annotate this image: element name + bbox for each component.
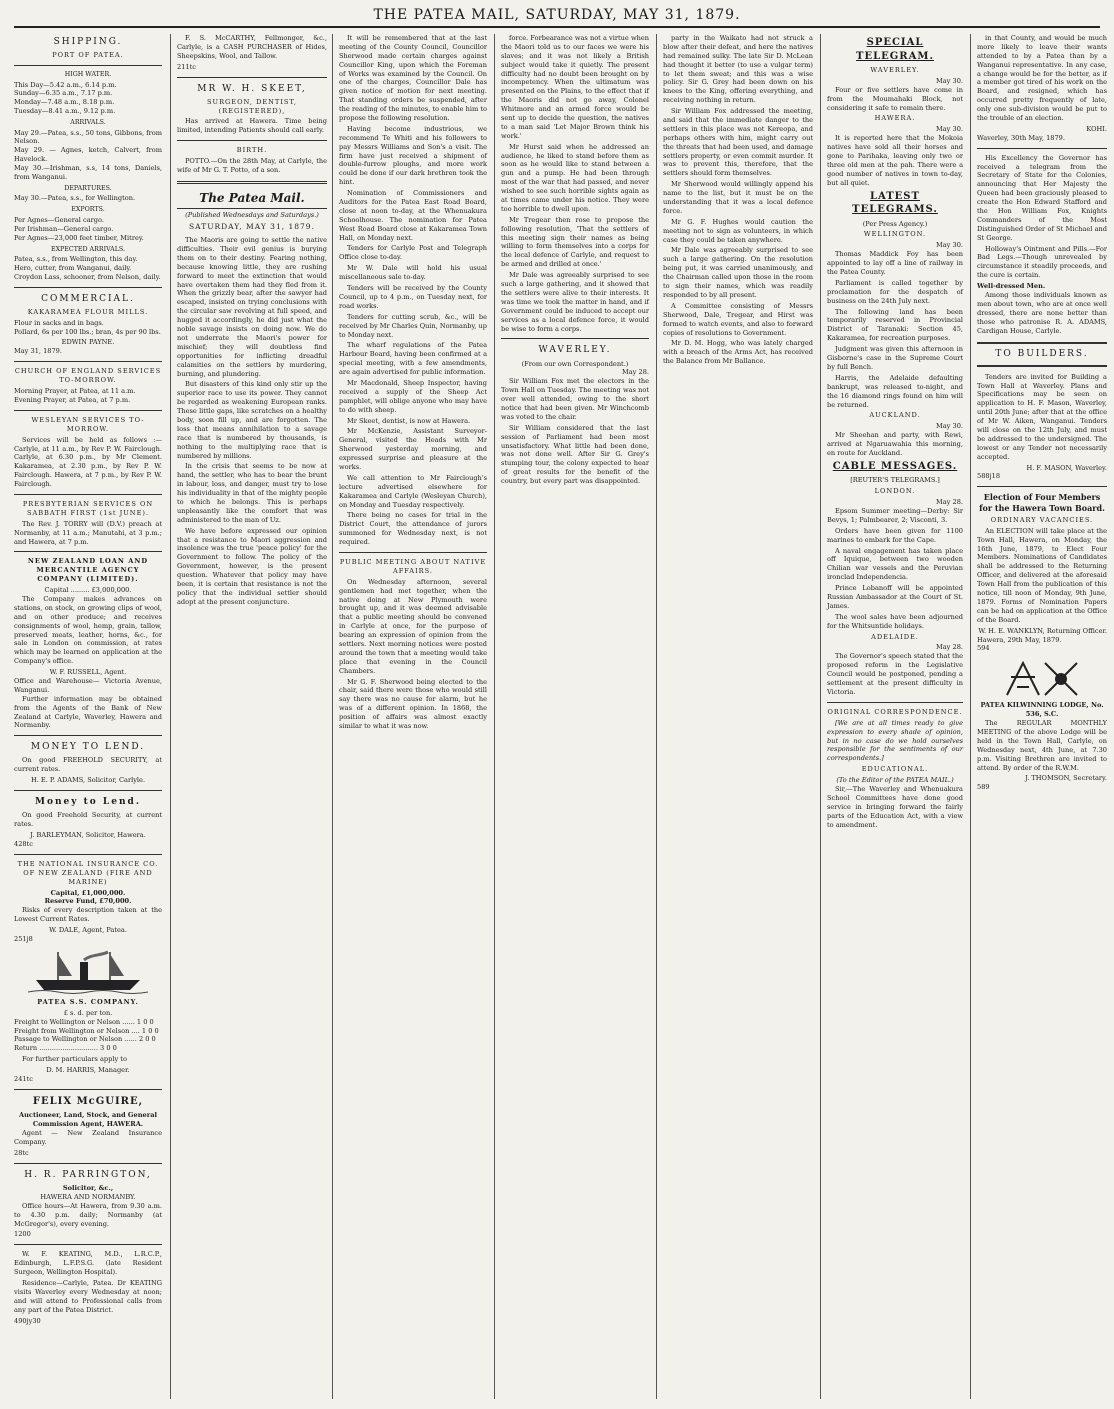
waverley-paragraph: Mr D. M. Hogg, who was lately charged with a breach of the Arms Act, has received the Balance from Mr Ballance. bbox=[663, 339, 813, 366]
parrington-place: HAWERA AND NORMANBY. bbox=[40, 1192, 136, 1201]
hawera-text: It is reported here that the Mokoia natives have sold all their horses and gone to Parihaka, leaving only two or three old men at the pah. There were a good number of natives in town to-day, but all quiet. bbox=[827, 134, 963, 187]
patea-co-signature: D. M. HARRIS, Manager. bbox=[46, 1066, 130, 1075]
column-3 bbox=[332, 34, 493, 1399]
adelaide-date: May 28. bbox=[936, 643, 963, 652]
expected-list: Patea, s.s., from Wellington, this day. Hero, cutter, from Wanganui, daily. Croydon Lass, schooner, from Nelson, daily. bbox=[14, 255, 161, 281]
cable-paragraph: Orders have been given for 1100 marines to embark for the Cape. bbox=[827, 526, 963, 544]
holloway-text: Holloway's Ointment and Pills.—For Bad Legs.—Though unrevealed by circumstance it steadily proceeds, and the cure is certain. bbox=[977, 244, 1107, 280]
election-date: Hawera, 29th May, 1879. bbox=[977, 635, 1062, 644]
patea-co-fares: Freight to Wellington or Nelson ...... 1 0 0 Freight from Wellington or Nelson .... 1 0 0 Passage to Wellington or Nelson ...... 2 0 0 Return ............................ 3 0 0 bbox=[14, 1017, 159, 1053]
money2-heading: Money to Lend. bbox=[35, 797, 141, 808]
divider bbox=[14, 287, 162, 288]
cable-paragraph: The wool sales have been adjourned for the Whitsuntide holidays. bbox=[827, 612, 963, 630]
paper-date: SATURDAY, MAY 31, 1879. bbox=[189, 222, 315, 232]
builders-signature: H. F. MASON, Waverley. bbox=[1026, 463, 1107, 472]
cable-sub: [REUTER'S TELEGRAMS.] bbox=[850, 476, 940, 485]
presbyterian-text: The Rev. J. TORRY will (D.V.) preach at Normanby, at 11 a.m.; Manutahi, at 3 p.m.; and Hawera, at 7 p.m. bbox=[14, 519, 162, 546]
adelaide-place: ADELAIDE. bbox=[871, 632, 919, 641]
patea-co-code: 241tc bbox=[14, 1074, 33, 1083]
latest-paragraph: Judgment was given this afternoon in Gisborne's case in the Supreme Court by full Bench. bbox=[827, 345, 963, 371]
latest-telegrams-heading: LATEST TELEGRAMS. bbox=[852, 190, 938, 216]
column-2 bbox=[170, 34, 333, 1399]
wesleyan-heading: WESLEYAN SERVICES TO-MORROW. bbox=[31, 415, 145, 433]
nz-loan-capital: Capital ......... £3,000,000. bbox=[44, 586, 132, 595]
mills-heading: KAKARAMEA FLOUR MILLS. bbox=[27, 307, 149, 316]
divider bbox=[14, 1089, 162, 1090]
masonic-emblem-icon bbox=[997, 657, 1087, 699]
expected-heading: EXPECTED ARRIVALS. bbox=[50, 245, 126, 253]
news-paragraph: There being no cases for trial in the District Court, the attendance of jurors summoned for Wednesday next, is not required. bbox=[339, 511, 487, 547]
departures-list: May 30.—Patea, s.s., for Wellington. bbox=[14, 194, 136, 203]
latest-paragraph: Harris, the Adelaide defaulting bankrupt, was released to-night, and the 16 diamond rings found on him will be returned. bbox=[827, 373, 963, 409]
waverley-paragraph: Mr Sherwood would willingly append his name to the list, but it must be on the understanding that it was a local defence force. bbox=[663, 180, 813, 215]
commercial-heading: COMMERCIAL. bbox=[41, 293, 135, 304]
paper-subtitle: (Published Wednesdays and Saturdays.) bbox=[185, 211, 319, 220]
parrington-sub: Solicitor, &c., bbox=[62, 1183, 114, 1192]
cable-place: LONDON. bbox=[874, 487, 916, 496]
cable-messages-heading: CABLE MESSAGES. bbox=[832, 460, 958, 472]
waverley-paragraph: Sir William considered that the last session of Parliament had been most unsatisfactory. What little had been done, was not done well. After Sir G. Grey's stumping tour, the colony expected to hear of great results for the benefit of the country, but every part was disappointed. bbox=[501, 423, 649, 486]
meeting-paragraph: Mr Tregear then rose to propose the following resolution, 'That the settlers of this meeting sign their names as being willing to form themselves into a corps for the local defence of Carlyle, and request to be armed and drilled at once.' bbox=[501, 215, 649, 269]
kohi-signature: KOHI. bbox=[1086, 124, 1107, 133]
news-paragraph: Mr Macdonald, Sheep Inspector, having received a supply of the Sheep Act pamphlet, will oblige anyone who may have to do with sheep. bbox=[339, 378, 487, 414]
news-paragraph: Mr McKenzie, Assistant Surveyor-General, visited the Heads with Mr Sherwood yesterday morning, and expressed surprise and pleasure at the works. bbox=[339, 427, 487, 471]
letter-paragraph: in that County, and would be much more likely to leave their wants attended to by a Patea than by a Wanganui representative. In any case, a change would be for the better, as if a member got tired of his work on the Board, and resigned, which has occurred pretty frequently of late, only one sub-division would be put to the trouble of an election. bbox=[977, 34, 1107, 123]
editorial-paragraph: The Maoris are going to settle the native difficulties. Their evil genius is burying them on to their destiny. Fearing nothing, because knowing little, they are rushing forward to meet the extinction that would have overtaken them had they fled from it. When the grizzly bear, after the sawyer had escaped, insisted on trying conclusions with the circular saw revolving at full speed, and hugged it accordingly, he did just what the noble savage insists on doing now. We do not underrate the Maori's power for mischief; they will doubtless find opportunities for inflicting dreadful calamities on the settlers by murdering, burning, and plundering. bbox=[177, 236, 327, 378]
mccarthy-code: 211tc bbox=[177, 62, 196, 71]
news-paragraph: Tenders for Carlyle Post and Telegraph Office close to-day. bbox=[339, 244, 487, 262]
insurance-code: 251j8 bbox=[14, 934, 33, 943]
parrington-text: Office hours—At Hawera, from 9.30 a.m. to 4.30 p.m. daily; Normanby (at McGregor's), every evening. bbox=[14, 1201, 162, 1228]
hawera-date: May 30. bbox=[936, 125, 963, 134]
news-paragraph: It will be remembered that at the last meeting of the County Council, Councillor Sherwood made certain charges against Councillor King, upon which the Foreman of Works was examined by the Council. On one of the charges, Councillor Dale has given notice of motion for next meeting. That standing orders be suspended, after the reading of the minutes, to enable him to propose the following resolution. bbox=[339, 34, 487, 123]
parrington-heading: H. R. PARRINGTON, bbox=[24, 1169, 152, 1180]
church-heading: CHURCH OF ENGLAND SERVICES TO-MORROW. bbox=[14, 367, 162, 385]
news-paragraph: Mr W. Dale will hold his usual miscellaneous sale to-day. bbox=[339, 264, 487, 282]
patea-co-heading: PATEA S.S. COMPANY. bbox=[37, 997, 139, 1006]
educational-sub: (To the Editor of the PATEA MAIL.) bbox=[836, 776, 954, 785]
high-water-heading: HIGH WATER. bbox=[64, 71, 112, 79]
skeet-sub: SURGEON, DENTIST, (REGISTERED), bbox=[207, 97, 297, 115]
lodge-signature: J. THOMSON, Secretary. bbox=[1025, 774, 1107, 783]
divider bbox=[14, 790, 162, 791]
divider bbox=[827, 702, 963, 703]
skeet-heading: MR W. H. SKEET, bbox=[197, 83, 307, 94]
waverley-paragraph: Mr Dale was agreeably surprised to see such a large gathering. On the resolution being put, it was carried unanimously, and the Chairman called upon those in the room to sign their names, which was readily responded to by all present. bbox=[663, 246, 813, 299]
auckland-text: Mr Sheehan and party, with Rewi, arrived at Ngaruawahia this morning, en route for Auckland. bbox=[827, 431, 963, 457]
insurance-capital: Capital, £1,000,000. bbox=[50, 888, 126, 897]
high-water-times: This Day—5.42 a.m., 6.14 p.m. Sunday—6.35 a.m., 7.17 p.m. Monday—7.48 a.m., 8.18 p.m. Tuesday—8.41 a.m., 9.12 p.m. bbox=[14, 80, 117, 116]
church-text: Morning Prayer, at Patea, at 11 a.m. Evening Prayer, at Patea, at 7 p.m. bbox=[14, 387, 136, 404]
cable-paragraph: A naval engagement has taken place off Iquique, between two wooden Chilian war vessels and the Peruvian ironclad Independencia. bbox=[827, 546, 963, 582]
meeting-paragraph: Mr Hurst said when he addressed an audience, he liked to stand before them as soon as he would like to stand between a gun and a pump. He had been through most of the war that had passed, and never wished to see such horrible sights again as at times came under his notice. They were too horrible to dwell upon. bbox=[501, 142, 649, 213]
waverley-paragraph: A Committee consisting of Messrs Sherwood, Dale, Tregear, and Hirst was formed to watch events, and also to forward copies of resolutions to Government. bbox=[663, 301, 813, 337]
column-1 bbox=[14, 34, 168, 1399]
divider bbox=[977, 148, 1107, 149]
latest-paragraph: Thomas Maddick Foy has been appointed to lay off a line of railway in the Patea County. bbox=[827, 250, 963, 277]
builders-box bbox=[977, 342, 1107, 367]
money-heading: MONEY TO LEND. bbox=[30, 742, 146, 753]
birth-heading: BIRTH. bbox=[236, 146, 268, 155]
patea-co-columns: £ s. d. per ton. bbox=[63, 1008, 113, 1017]
divider bbox=[14, 494, 162, 495]
educational-heading: EDUCATIONAL. bbox=[861, 765, 929, 774]
news-paragraph: Tenders will be received by the County Council, up to 4 p.m., on Tuesday next, for road works. bbox=[339, 284, 487, 310]
news-paragraph: We call attention to Mr Fairclough's lecture advertised elsewhere for Kakaramea and Carlyle (Wesleyan Church), on Monday and Tuesday respectively. bbox=[339, 473, 487, 509]
hawera-place: HAWERA. bbox=[874, 114, 916, 123]
editorial-paragraph: In the crisis that seems to be now at hand, the settler, who has to bear the brunt in labour, loss, and danger, must try to lose his individuality in that of the mighty people to which he belongs. This is perhaps unpleasantly like the comfort that was administered to the man of Uz. bbox=[177, 462, 327, 524]
cable-date: May 28. bbox=[936, 498, 963, 507]
waverley-paragraph: Mr G. F. Hughes would caution the meeting not to sign as volunteers, in which case they could be taken anywhere. bbox=[663, 217, 813, 244]
column-6 bbox=[820, 34, 969, 1399]
waverley-paragraph: Sir William Fox met the electors in the Town Hall on Tuesday. The meeting was not over well attended, owing to the short notice that had been given. Mr Winchcomb was voted to the chair. bbox=[501, 377, 649, 421]
divider bbox=[501, 338, 649, 339]
editorial-paragraph: But disasters of this kind only stir up the superior race to use its power. They cannot be regarded as weakening European ranks. These little gaps, like scratches on a healthy body, soon fill up, and are forgotten. The loss that means annihilation to a savage race that is numbered by thousands, is nothing to the multiplying race that is numbered by millions. bbox=[177, 380, 327, 460]
latest-date: May 30. bbox=[936, 241, 963, 250]
election-signature: W. H. E. WANKLYN, Returning Officer. bbox=[978, 626, 1107, 635]
mccarthy-ad: F. S. McCARTHY, Fellmonger, &c., Carlyle, is a CASH PURCHASER of Hides, Sheepskins, Wool, and Tallow. bbox=[177, 34, 327, 60]
nz-loan-office: Office and Warehouse— Victoria Avenue, Wanganui. bbox=[14, 676, 162, 694]
felix-sub: Auctioneer, Land, Stock, and General Commission Agent, HAWERA. bbox=[19, 1111, 157, 1129]
editorial-paragraph: We have before expressed our opinion that a resistance to Maori aggression and insolence was the true 'peace policy' for the Government to follow. The policy of the Government, however, is the present question. Whatever that policy may have been, it is certain that resistance is not the policy that the individual settler should adopt at the present conjuncture. bbox=[177, 526, 327, 606]
special-place: WAVERLEY. bbox=[870, 66, 920, 74]
educational-text: Sir,—The Waverley and Whenuakura School Committees have done good service in bringing forward the fairly parts of the Education Act, with a view to amendment. bbox=[827, 784, 963, 829]
arrivals-list: May 29.—Patea, s.s., 50 tons, Gibbons, from Nelson. May 29. — Agnes, ketch, Calvert, from Havelock. May 30.—Irishman, s.s, 14 tons, Daniels, from Wanganui. bbox=[14, 128, 162, 182]
arrivals-heading: ARRIVALS. bbox=[70, 119, 106, 127]
keating-code: 490jy30 bbox=[14, 1316, 41, 1325]
nz-loan-more: Further information may be obtained from the Agents of the Bank of New Zealand at Carlyle, Waverley, Hawera and Normanby. bbox=[14, 694, 162, 730]
news-paragraph: Having become industrious, we recommend Te Whiti and his followers to pay Messrs Williams and Son's a visit. The firm have just received a shipment of double-furrow ploughs, and more work could be done if our dark brethren took the hint. bbox=[339, 124, 487, 187]
meeting-paragraph: On Wednesday afternoon, several gentlemen had met together, when the native doing at New Plymouth were brought up, and it was deemed advisable that a public meeting should be convened in Carlyle at once, for the purpose of bearing an expression of opinion from the settlers. Next morning notices were posted around the town that a meeting would take place that evening in the Council Chambers. bbox=[339, 577, 487, 675]
meeting-paragraph: Mr G. F. Sherwood being elected to the chair, said there were those who would still say there was no cause for alarm, but he was of a different opinion. In 1868, the position of affairs was almost exactly similar to what it was now. bbox=[339, 677, 487, 731]
nz-loan-signature: W. F. RUSSELL, Agent. bbox=[49, 668, 127, 677]
meeting-paragraph: force. Forbearance was not a virtue when the Maori told us to our faces we were his slaves; and it was not likely a British subject would take it quietly. The present difficulty had no doubt been brought on by incompetency. When the ultimatum was presented on the Plains, to the effect that if the Maoris did not go away, Colonel Whitmore and an armed force would be sent up to decide the question, the natives to a man said 'Let Major Brown think his work.' bbox=[501, 34, 649, 140]
waverley-date: May 28. bbox=[622, 368, 649, 377]
nz-loan-text: The Company makes advances on stations, on stock, on growing clips of wool, and on other produce; and receives consignments of wool, hemp, grain, tallow, preserved meats, leather, horns, &c., for sale in London on commission, at rates which may be learned on application at the Company's office. bbox=[14, 594, 162, 666]
latest-paragraph: Parliament is called together by proclamation for the despatch of business on the 24th July next. bbox=[827, 278, 963, 305]
money2-code: 428tc bbox=[14, 839, 33, 848]
latest-sub: (Per Press Agency.) bbox=[862, 219, 928, 228]
waverley-sub: (From our own Correspondent.) bbox=[521, 359, 629, 368]
news-paragraph: Tenders for cutting scrub, &c., will be received by Mr Charles Quin, Normanby, up to Monday next. bbox=[339, 312, 487, 339]
news-paragraph: Mr Skeet, dentist, is now at Hawera. bbox=[347, 416, 471, 425]
waverley-paragraph: party in the Waikato had not struck a blow after their defeat, and here the natives had remained sulky. The late Sir D. McLean had thought it better (to use a vulgar term) to let them sweat; and this was a wise policy. Sir G. Grey had been down on his knees to the King, offering everything, and receiving nothing in return. bbox=[663, 34, 813, 105]
election-code: 594 bbox=[977, 644, 990, 653]
divider bbox=[14, 65, 162, 66]
excellency-text: His Excellency the Governor has received a telegram from the Secretary of State for the Colonies, announcing that Her Majesty the Queen had been graciously pleased to create the Hon Edward Stafford and the Hon William Fox, Knights Commanders of the Most Distinguished Order of St Michael and St George. bbox=[977, 153, 1107, 242]
election-text: An ELECTION will take place at the Town Hall, Hawera, on Monday, the 16th June, 1879, to Elect Four Members. Nominations of Candidates shall be addressed to the Returning Officer, and delivered at the aforesaid Town Hall from the publication of this notice, till noon of Monday, 9th June, 1879. Forms of Nomination Papers can be had on application at the Office of the Board. bbox=[977, 526, 1107, 624]
column-4 bbox=[494, 34, 655, 1399]
auckland-place: AUCKLAND. bbox=[869, 411, 921, 420]
builders-code: 588j18 bbox=[977, 472, 1001, 481]
special-telegram-heading: SPECIAL TELEGRAM. bbox=[856, 37, 934, 62]
divider bbox=[177, 77, 327, 78]
masthead: THE PATEA MAIL, SATURDAY, MAY 31, 1879. bbox=[14, 4, 1100, 28]
special-date: May 30. bbox=[936, 76, 963, 85]
divider bbox=[14, 1244, 162, 1245]
divider bbox=[14, 1163, 162, 1164]
money2-text: On good Freehold Security, at current rates. bbox=[14, 811, 162, 829]
divider bbox=[977, 486, 1107, 487]
presbyterian-heading: PRESBYTERIAN SERVICES ON SABBATH FIRST (1st JUNE). bbox=[22, 499, 154, 517]
mills-date: May 31, 1879. bbox=[14, 347, 62, 356]
keating-heading: W. F. KEATING, M.D., L.R.C.P., Edinburgh, L.F.P.S.G. (late Resident Surgeon, Wellington Hospital). bbox=[14, 1250, 162, 1277]
well-dressed-heading: Well-dressed Men. bbox=[977, 282, 1046, 291]
divider bbox=[14, 551, 162, 552]
felix-heading: FELIX McGUIRE, bbox=[32, 1095, 144, 1107]
cable-paragraph: Epsom Summer meeting—Derby: Sir Bevys, 1; Palmbearer, 2; Visconti, 3. bbox=[827, 507, 963, 524]
divider bbox=[339, 552, 487, 553]
meeting-heading: PUBLIC MEETING ABOUT NATIVE AFFAIRS. bbox=[339, 557, 487, 575]
adelaide-text: The Governor's speech stated that the proposed reform in the Legislative Council would be postponed, pending a settlement at the present difficulty in Victoria. bbox=[827, 652, 963, 696]
original-correspondence-heading: ORIGINAL CORRESPONDENCE. bbox=[827, 707, 963, 716]
divider bbox=[14, 361, 162, 362]
well-dressed-text: Among those individuals known as men about town, who are at once well dressed, there are none better than those who patronise R. A. ADAMS, Cardigan House, Carlyle. bbox=[977, 291, 1107, 335]
election-sub: ORDINARY VACANCIES. bbox=[990, 515, 1094, 524]
lodge-heading: PATEA KILWINNING LODGE, No. 536, S.C. bbox=[980, 701, 1104, 719]
parrington-code: 1200 bbox=[14, 1230, 31, 1239]
lodge-text: The REGULAR MONTHLY MEETING of the above Lodge will be held in the Town Hall, Carlyle, on Wednesday next, 4th June, at 7.30 p.m. Visiting Brethren are invited to attend. By order of the R.W.M. bbox=[977, 719, 1107, 772]
shipping-heading: SHIPPING. bbox=[53, 37, 123, 47]
patea-co-more: For further particulars apply to bbox=[22, 1055, 127, 1064]
column-5 bbox=[656, 34, 819, 1399]
money-signature: H. E. P. ADAMS, Solicitor, Carlyle. bbox=[30, 776, 146, 785]
divider bbox=[14, 410, 162, 411]
insurance-reserve: Reserve Fund, £70,000. bbox=[44, 897, 132, 906]
cable-paragraph: Prince Lobanoff will be appointed Russian Ambassador at the Court of St. James. bbox=[827, 584, 963, 610]
correspondence-note: [We are at all times ready to give expression to every shade of opinion, but in no case do we hold ourselves responsible for the sentiments of our correspondents.] bbox=[827, 718, 963, 763]
keating-text: Residence—Carlyle, Patea. Dr KEATING visits Waverley every Wednesday at noon; and will attend to Professional calls from any part of the Patea District. bbox=[14, 1278, 162, 1314]
departures-heading: DEPARTURES. bbox=[64, 184, 112, 192]
divider bbox=[177, 140, 327, 141]
column-7 bbox=[970, 34, 1107, 1399]
money-text: On good FREEHOLD SECURITY, at current rates. bbox=[14, 756, 162, 774]
latest-place: WELLINGTON. bbox=[863, 230, 927, 239]
steamship-illustration bbox=[28, 948, 148, 994]
insurance-signature: W. DALE, Agent, Patea. bbox=[49, 926, 127, 935]
waverley-paragraph: Sir William Fox addressed the meeting, and said that the immediate danger to the settlers in this place was not Kereopa, and perhaps others with him, might carry out the threats that had been used, and damage settlers property, or even commit murder. It was to prevent this, therefore, that the settlers should form themselves. bbox=[663, 107, 813, 178]
meeting-paragraph: Mr Dale was agreeably surprised to see such a large gathering, and it showed that the settlers were alive to their interests. It was time we took the matter in hand, and if Government could be induced to accept our services as a local defence force, it would be wise to form a corps. bbox=[501, 271, 649, 333]
waverley-heading: WAVERLEY. bbox=[538, 345, 612, 356]
insurance-heading: THE NATIONAL INSURANCE CO. OF NEW ZEALAND (FIRE AND MARINE) bbox=[17, 859, 159, 886]
mills-signature: EDWIN PAYNE. bbox=[61, 338, 115, 347]
skeet-text: Has arrived at Hawera. Time being limited, intending Patients should call early. bbox=[177, 117, 327, 135]
news-paragraph: Nomination of Commissioners and Auditors for the Patea East Road Board, close at noon to-day, at the Whenuakura Schoolhouse. The nomination for Patea West Road Board close at Kakaramea Town Hall, on Monday next. bbox=[339, 189, 487, 242]
divider bbox=[177, 181, 327, 184]
auckland-date: May 30. bbox=[936, 422, 963, 431]
paper-title: The Patea Mail. bbox=[177, 190, 327, 209]
latest-paragraph: The following land has been temporarily reserved in Provincial District of Taranaki: Section 45, Kakaramea, for recreation purposes. bbox=[827, 307, 963, 343]
builders-text: Tenders are invited for Building a Town Hall at Waverley. Plans and Specifications may be seen on application to H. F. Mason, Waverley, until 20th June; after that at the office of Mr W. Aiken, Wanganui. Tenders will close on the 12th July, and must be addressed to the undersigned. The lowest or any Tender not necessarily accepted. bbox=[977, 372, 1107, 461]
felix-code: 28tc bbox=[14, 1148, 29, 1157]
exports-list: Per Agnes—General cargo. Per Irishman—General cargo. Per Agnes—23,000 feet timber, Mitrey. bbox=[14, 215, 144, 242]
felix-agent: Agent — New Zealand Insurance Company. bbox=[14, 1129, 162, 1147]
insurance-text: Risks of every description taken at the Lowest Current Rates. bbox=[14, 906, 162, 924]
divider bbox=[14, 854, 162, 855]
lodge-code: 589 bbox=[977, 783, 990, 792]
exports-heading: EXPORTS. bbox=[71, 206, 105, 214]
birth-text: POTTO.—On the 28th May, at Carlyle, the wife of Mr G. T. Potto, of a son. bbox=[177, 157, 327, 175]
news-paragraph: The wharf regulations of the Patea Harbour Board, having been confirmed at a special meeting, with a few amendments, are again advertised for public information. bbox=[339, 341, 487, 377]
special-text: Four or five settlers have come in from the Moumahaki Block, not considering it safe to remain there. bbox=[827, 85, 963, 112]
port-heading: PORT OF PATEA. bbox=[52, 51, 124, 60]
wesleyan-text: Services will be held as follows :— Carlyle, at 11 a.m., by Rev P. W. Fairclough. Carlyle, at 6.30 p.m., by Mr Clement. Kakaramea, at 2.30 p.m., by Rev P. W. Fairclough. Hawera, at 7 p.m., by Rev P. W. Fairclough. bbox=[14, 435, 162, 489]
kohi-date: Waverley, 30th May, 1879. bbox=[977, 133, 1065, 142]
election-heading: Election of Four Members for the Hawera Town Board. bbox=[979, 492, 1105, 514]
builders-heading: TO BUILDERS. bbox=[995, 348, 1089, 359]
nz-loan-heading: NEW ZEALAND LOAN AND MERCANTILE AGENCY COMPANY (LIMITED). bbox=[27, 557, 149, 584]
money2-signature: J. BARLEYMAN, Solicitor, Hawera. bbox=[30, 831, 146, 840]
divider bbox=[14, 735, 162, 736]
mills-text: Flour in sacks and in bags. Pollard, 6s per 100 lbs.; bran, 4s per 90 lbs. bbox=[14, 318, 161, 336]
